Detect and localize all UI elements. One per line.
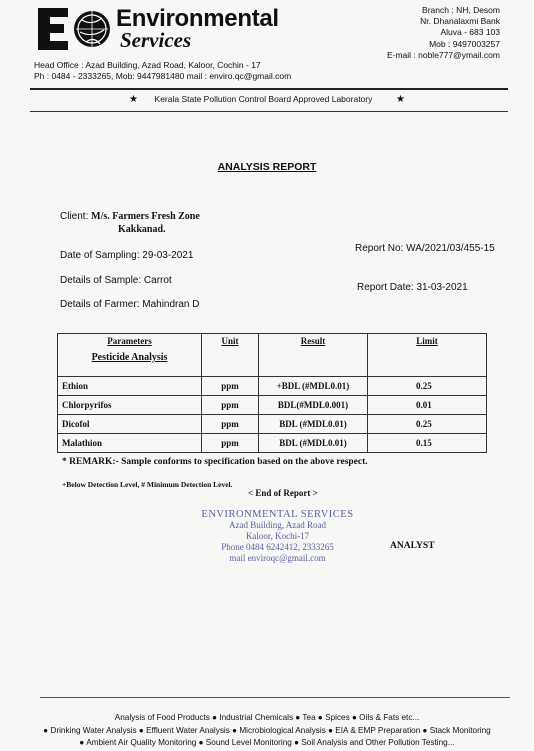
head-office-contact: Ph : 0484 - 2333265, Mob: 9447981480 mail : enviro.qc@gmail.com — [34, 71, 292, 81]
branch-email: E-mail : noble777@ymail.com — [386, 49, 500, 60]
star-icon: ★ — [396, 94, 405, 105]
row-limit: 0.25 — [368, 415, 487, 434]
header-unit: Unit — [202, 334, 259, 377]
table-row — [58, 377, 487, 396]
row-limit: 0.01 — [368, 396, 487, 415]
company-sub: Services — [120, 28, 192, 52]
divider — [30, 88, 508, 90]
company-logo — [36, 6, 112, 52]
company-stamp — [190, 509, 365, 564]
row-unit: ppm — [202, 434, 259, 453]
approval-text: Kerala State Pollution Control Board Approved Laboratory — [154, 94, 373, 104]
row-unit: ppm — [202, 415, 259, 434]
results-table — [57, 333, 487, 453]
branch-line: Aluva - 683 103 — [440, 27, 500, 38]
footer-services — [0, 712, 534, 750]
table-row — [58, 434, 487, 453]
header-result: Result — [259, 334, 368, 377]
stamp-line: mail enviroqc@gmail.com — [229, 553, 326, 563]
star-icon: ★ — [129, 94, 138, 105]
branch-line: Branch : NH, Desom — [422, 5, 500, 15]
branch-address — [387, 5, 500, 61]
detection-note: +Below Detection Level, # Minimum Detection Level. — [62, 480, 233, 489]
header-limit: Limit — [368, 334, 487, 377]
row-result: +BDL (#MDL0.01) — [259, 377, 368, 396]
row-result: BDL(#MDL0.001) — [259, 396, 368, 415]
table-row — [58, 396, 487, 415]
company-name: Environmental — [116, 5, 279, 32]
table-header-row — [58, 334, 487, 377]
farmer-details: Details of Farmer: Mahindran D — [60, 299, 200, 310]
sampling-date: Date of Sampling: 29-03-2021 — [60, 250, 194, 261]
footer-line: ● Ambient Air Quality Monitoring ● Sound Level Monitoring ● Soil Analysis and Other Pollution Testing... — [79, 738, 455, 747]
client: Client: M/s. Farmers Fresh Zone — [60, 211, 200, 222]
report-number: Report No: WA/2021/03/455-15 — [355, 243, 495, 254]
client-place: Kakkanad. — [118, 224, 166, 235]
branch-line: Mob : 9497003257 — [429, 38, 500, 49]
sample-details: Details of Sample: Carrot — [60, 275, 172, 286]
head-office-address: Head Office : Azad Building, Azad Road, Kaloor, Cochin - 17 — [34, 60, 261, 70]
header-parameters: Parameters Pesticide Analysis — [58, 334, 202, 377]
row-param: Malathion — [58, 434, 202, 453]
client-name: M/s. Farmers Fresh Zone — [91, 211, 200, 222]
footer-line: Analysis of Food Products ● Industrial Chemicals ● Tea ● Spices ● Oils & Fats etc... — [114, 713, 420, 722]
row-param: Chlorpyrifos — [58, 396, 202, 415]
footer-line: ● Drinking Water Analysis ● Effluent Water Analysis ● Microbiological Analysis ● EIA & EMP Preparation ● Stack Monitoring — [43, 725, 491, 735]
table-row — [58, 415, 487, 434]
branch-line: Nr. Dhanalaxmi Bank — [420, 16, 500, 27]
row-limit: 0.25 — [368, 377, 487, 396]
approval-line — [0, 94, 534, 105]
row-result: BDL (#MDL0.01) — [259, 415, 368, 434]
row-unit: ppm — [202, 377, 259, 396]
row-unit: ppm — [202, 396, 259, 415]
stamp-line: Phone 0484 6242412, 2333265 — [221, 542, 334, 552]
report-title: ANALYSIS REPORT — [217, 161, 317, 173]
row-param: Ethion — [58, 377, 202, 396]
row-param: Dicofol — [58, 415, 202, 434]
row-result: BDL (#MDL0.01) — [259, 434, 368, 453]
stamp-line: Kaloor, Kochi-17 — [245, 531, 310, 541]
remark: * REMARK:- Sample conforms to specification based on the above respect. — [62, 457, 368, 467]
header-subhead: Pesticide Analysis — [91, 352, 168, 363]
row-limit: 0.15 — [368, 434, 487, 453]
stamp-line: ENVIRONMENTAL SERVICES — [201, 509, 354, 520]
analyst-label: ANALYST — [390, 541, 435, 551]
divider — [30, 111, 508, 112]
end-of-report: < End of Report > — [248, 488, 318, 498]
head-office — [34, 60, 291, 82]
divider — [40, 697, 510, 698]
stamp-line: Azad Building, Azad Road — [229, 520, 326, 530]
report-date: Report Date: 31-03-2021 — [357, 282, 468, 293]
